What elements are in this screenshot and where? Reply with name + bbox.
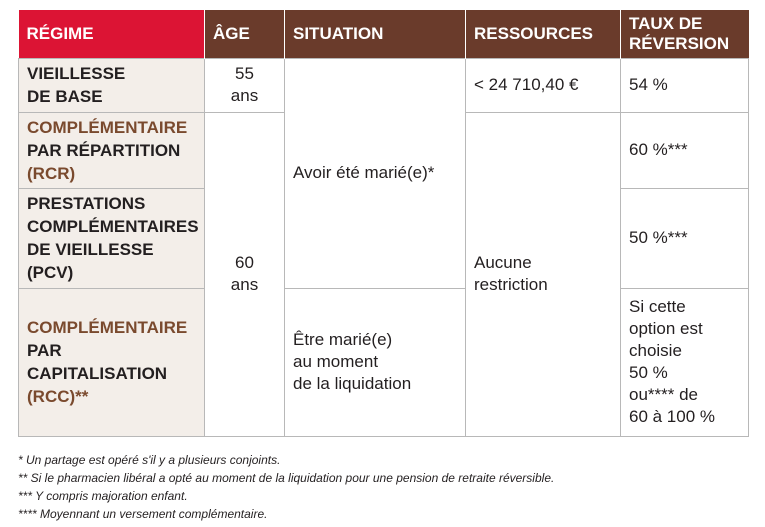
age-value: 55	[235, 64, 254, 83]
ressources-cell-no-restriction	[466, 112, 621, 436]
age-unit: ans	[230, 86, 259, 105]
age-cell-60	[205, 112, 285, 436]
regime-line: PRESTATIONS	[27, 194, 146, 213]
taux-line: ou**** de	[629, 385, 699, 404]
table-header-row	[19, 10, 749, 58]
situation-line: Être marié(e)	[293, 330, 393, 349]
regime-line: (RCC)**	[27, 387, 89, 406]
taux-line: option est	[629, 319, 703, 338]
footnote-3: *** Y compris majoration enfant.	[18, 489, 188, 503]
taux-cell-option	[621, 288, 749, 436]
regime-line: PAR	[27, 341, 62, 360]
ressources-line: restriction	[474, 275, 548, 294]
table-row	[19, 288, 749, 436]
regime-line: (PCV)	[27, 263, 74, 282]
header-taux-reversion	[621, 10, 749, 58]
regime-cell-rcr	[19, 112, 205, 188]
regime-line: (RCR)	[27, 163, 76, 183]
taux-cell-60: 60 %***	[621, 112, 749, 188]
footnote-2: ** Si le pharmacien libéral a opté au moment de la liquidation pour une pension de retraite réversible.	[18, 471, 555, 485]
age-cell-55	[205, 58, 285, 112]
taux-line: 50 %	[629, 363, 668, 382]
reversion-table	[18, 10, 749, 437]
header-ressources: RESSOURCES	[466, 10, 621, 58]
situation-line: de la liquidation	[293, 374, 412, 393]
footnote-4: **** Moyennant un versement complémentaire.	[18, 507, 268, 521]
regime-line: COMPLÉMENTAIRE	[27, 117, 188, 137]
header-taux-line1: TAUX DE	[629, 13, 703, 33]
taux-cell-50: 50 %***	[621, 188, 749, 288]
situation-cell-married: Avoir été marié(e)*	[285, 58, 466, 288]
header-regime: RÉGIME	[19, 10, 205, 58]
regime-line: CAPITALISATION	[27, 364, 168, 383]
header-situation: SITUATION	[285, 10, 466, 58]
regime-cell-pcv	[19, 188, 205, 288]
footnotes	[18, 451, 758, 523]
regime-cell-rcc	[19, 288, 205, 436]
header-taux-line2: RÉVERSION	[629, 33, 730, 53]
regime-cell-vieillesse-base	[19, 58, 205, 112]
taux-cell-54: 54 %	[621, 58, 749, 112]
regime-line: COMPLÉMENTAIRES	[27, 217, 199, 236]
regime-line: DE VIEILLESSE	[27, 240, 154, 259]
taux-line: choisie	[629, 341, 682, 360]
age-value: 60	[235, 253, 254, 272]
table-row	[19, 58, 749, 112]
situation-cell-current-marriage	[285, 288, 466, 436]
ressources-line: Aucune	[474, 253, 532, 272]
header-age: ÂGE	[205, 10, 285, 58]
footnote-1: * Un partage est opéré s'il y a plusieurs conjoints.	[18, 453, 281, 467]
regime-line: DE BASE	[27, 87, 103, 106]
regime-line: VIEILLESSE	[27, 64, 126, 83]
taux-line: 60 à 100 %	[629, 407, 716, 426]
regime-line: PAR RÉPARTITION	[27, 140, 181, 160]
ressources-cell-limit: < 24 710,40 €	[466, 58, 621, 112]
taux-line: Si cette	[629, 297, 686, 316]
age-unit: ans	[230, 275, 259, 294]
regime-line: COMPLÉMENTAIRE	[27, 318, 188, 337]
situation-line: au moment	[293, 352, 379, 371]
